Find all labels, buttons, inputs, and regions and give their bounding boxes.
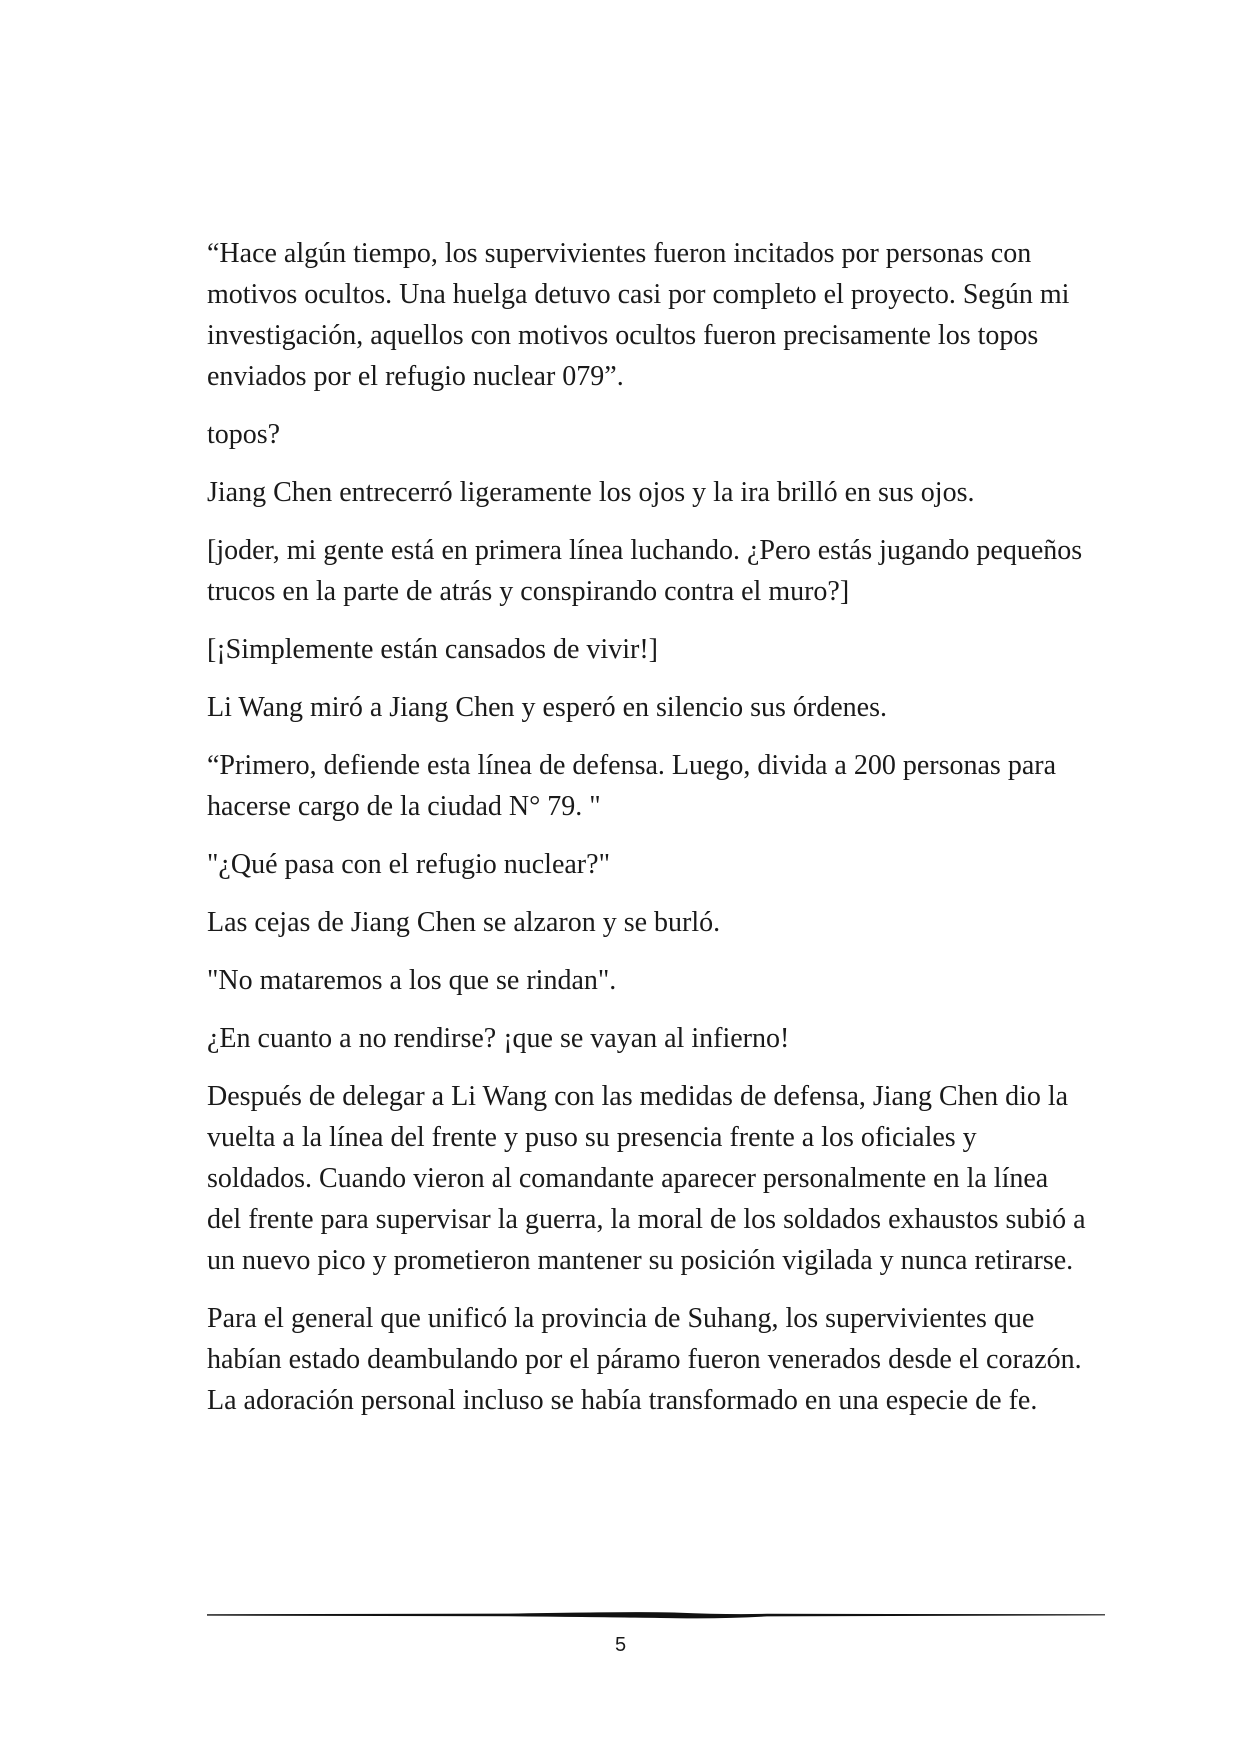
footer-divider (207, 1608, 1105, 1622)
paragraph: [joder, mi gente está en primera línea luchando. ¿Pero estás jugando pequeños trucos en la parte de atrás y conspirando contra el muro?] (207, 535, 1083, 607)
paragraph: topos? (207, 419, 281, 450)
page-number: 5 (614, 1634, 627, 1656)
paragraph: Para el general que unificó la provincia de Suhang, los supervivientes que habían estado deambulando por el páramo fueron venerados desde el corazón. La adoración personal incluso se había transformado en una especie de fe. (207, 1303, 1082, 1416)
paragraph: "¿Qué pasa con el refugio nuclear?" (207, 849, 610, 880)
paragraph: Li Wang miró a Jiang Chen y esperó en silencio sus órdenes. (207, 692, 887, 723)
paragraph: [¡Simplemente están cansados de vivir!] (207, 634, 658, 665)
footer-divider-stroke (207, 1612, 1105, 1618)
paragraph: "No mataremos a los que se rindan". (207, 965, 617, 996)
paragraph: “Hace algún tiempo, los supervivientes fueron incitados por personas con motivos ocultos. Una huelga detuvo casi por completo el proyecto. Según mi investigación, aquellos con motivos ocultos fueron precisamente los topos enviados por el refugio nuclear 079”. (207, 238, 1070, 392)
paragraph: Después de delegar a Li Wang con las medidas de defensa, Jiang Chen dio la vuelta a la línea del frente y puso su presencia frente a los oficiales y soldados. Cuando vieron al comandante aparecer personalmente en la línea del frente para supervisar la guerra, la moral de los soldados exhaustos subió a un nuevo pico y prometieron mantener su posición vigilada y nunca retirarse. (207, 1081, 1086, 1276)
chapter-text (207, 233, 1087, 1438)
paragraph: Jiang Chen entrecerró ligeramente los ojos y la ira brilló en sus ojos. (207, 477, 975, 508)
paragraph: ¿En cuanto a no rendirse? ¡que se vayan al infierno! (207, 1023, 790, 1054)
paragraph: Las cejas de Jiang Chen se alzaron y se burló. (207, 907, 721, 938)
paragraph: “Primero, defiende esta línea de defensa. Luego, divida a 200 personas para hacerse cargo de la ciudad N° 79. " (207, 750, 1056, 822)
